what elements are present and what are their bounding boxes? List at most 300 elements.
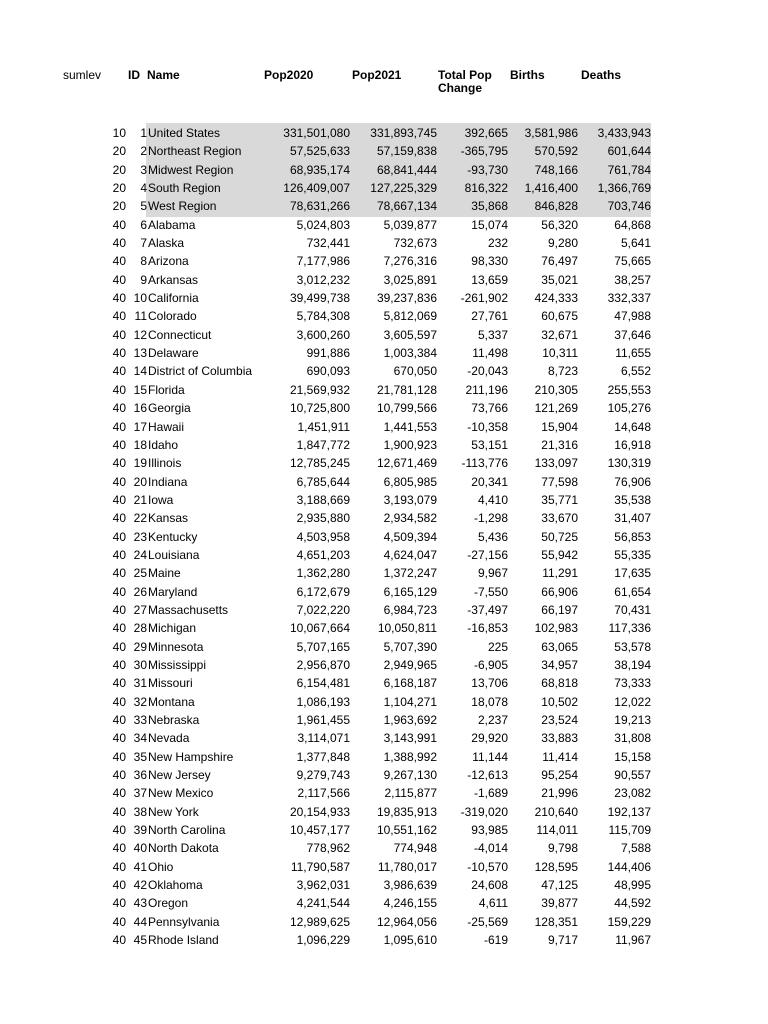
cell-pop2021[interactable]: 19,835,913	[376, 804, 437, 819]
cell-deaths[interactable]: 53,578	[614, 639, 651, 654]
table-row[interactable]	[0, 271, 768, 289]
cell-pop2021[interactable]: 2,115,877	[384, 786, 437, 801]
header-sumlev[interactable]: sumlev	[63, 68, 102, 82]
cell-births[interactable]: 128,351	[534, 914, 578, 929]
cell-pop2021[interactable]: 39,237,836	[376, 291, 437, 306]
cell-name[interactable]: Missouri	[148, 676, 193, 691]
table-row[interactable]	[0, 748, 768, 766]
cell-name[interactable]: New York	[148, 804, 199, 819]
cell-births[interactable]: 114,011	[536, 823, 578, 838]
cell-pop2020[interactable]: 10,067,664	[289, 621, 350, 636]
cell-id[interactable]: 20	[133, 474, 147, 489]
cell-total-pop-change[interactable]: 816,322	[464, 181, 508, 196]
table-row[interactable]	[0, 638, 768, 656]
cell-total-pop-change[interactable]: -7,550	[473, 584, 508, 599]
cell-total-pop-change[interactable]: 2,237	[477, 713, 508, 727]
header-total-pop-change[interactable]	[438, 69, 492, 95]
cell-sumlev[interactable]: 40	[112, 914, 126, 929]
cell-id[interactable]: 32	[133, 694, 147, 709]
table-row[interactable]	[0, 454, 768, 472]
cell-name[interactable]: Alaska	[148, 236, 185, 251]
cell-pop2020[interactable]: 9,279,743	[296, 768, 350, 783]
cell-total-pop-change[interactable]: -619	[483, 933, 508, 948]
cell-births[interactable]: 77,598	[541, 474, 578, 489]
table-row[interactable]	[0, 473, 768, 491]
cell-deaths[interactable]: 15,158	[614, 749, 651, 764]
cell-deaths[interactable]: 38,194	[614, 657, 651, 672]
cell-id[interactable]: 10	[133, 291, 147, 306]
cell-name[interactable]: Louisiana	[148, 547, 200, 562]
cell-total-pop-change[interactable]: -10,358	[467, 419, 508, 434]
cell-id[interactable]: 41	[133, 859, 147, 874]
cell-births[interactable]: 748,166	[534, 162, 578, 177]
cell-births[interactable]: 102,983	[534, 621, 578, 636]
cell-sumlev[interactable]: 40	[112, 511, 126, 526]
cell-pop2020[interactable]: 1,451,911	[297, 419, 350, 434]
cell-births[interactable]: 33,883	[541, 731, 578, 746]
cell-name[interactable]: United States	[148, 126, 221, 140]
cell-sumlev[interactable]: 40	[112, 933, 126, 948]
cell-id[interactable]: 8	[140, 254, 147, 269]
cell-total-pop-change[interactable]: -1,689	[473, 786, 508, 801]
table-row[interactable]	[0, 362, 768, 380]
cell-id[interactable]: 15	[133, 382, 147, 397]
cell-total-pop-change[interactable]: 93,985	[471, 823, 508, 838]
cell-name[interactable]: Arizona	[148, 254, 189, 269]
table-row[interactable]	[0, 601, 768, 619]
cell-pop2021[interactable]: 6,984,723	[383, 602, 437, 617]
cell-total-pop-change[interactable]: -16,853	[467, 621, 508, 636]
cell-total-pop-change[interactable]: 98,330	[471, 254, 508, 269]
cell-sumlev[interactable]: 40	[112, 768, 126, 783]
cell-pop2020[interactable]: 3,012,232	[296, 272, 350, 287]
table-row[interactable]	[0, 546, 768, 564]
cell-pop2021[interactable]: 331,893,745	[370, 126, 437, 140]
table-row[interactable]	[0, 418, 768, 436]
header-id[interactable]: ID	[128, 68, 140, 82]
cell-pop2021[interactable]: 68,841,444	[376, 162, 437, 177]
cell-pop2020[interactable]: 991,886	[306, 346, 350, 361]
cell-births[interactable]: 33,670	[541, 511, 578, 526]
cell-deaths[interactable]: 159,229	[607, 914, 651, 929]
table-row[interactable]	[0, 711, 768, 729]
cell-pop2020[interactable]: 778,962	[306, 841, 350, 856]
cell-name[interactable]: Nevada	[148, 731, 190, 746]
table-row[interactable]	[0, 766, 768, 784]
cell-pop2021[interactable]: 11,780,017	[377, 859, 437, 874]
cell-births[interactable]: 9,280	[547, 236, 578, 251]
cell-deaths[interactable]: 61,654	[614, 584, 651, 599]
cell-id[interactable]: 21	[133, 492, 147, 507]
cell-name[interactable]: Kansas	[148, 511, 189, 526]
cell-sumlev[interactable]: 40	[112, 713, 126, 727]
cell-pop2020[interactable]: 4,503,958	[296, 529, 350, 544]
cell-total-pop-change[interactable]: 15,074	[471, 217, 508, 232]
cell-id[interactable]: 9	[140, 272, 147, 287]
cell-sumlev[interactable]: 40	[112, 731, 126, 746]
cell-sumlev[interactable]: 40	[112, 841, 126, 856]
cell-name[interactable]: Minnesota	[148, 639, 204, 654]
cell-sumlev[interactable]: 40	[112, 602, 126, 617]
table-row[interactable]	[0, 197, 768, 215]
cell-births[interactable]: 66,197	[541, 602, 578, 617]
cell-deaths[interactable]: 703,746	[607, 199, 651, 214]
cell-total-pop-change[interactable]: 13,659	[471, 272, 508, 287]
cell-total-pop-change[interactable]: -6,905	[473, 657, 508, 672]
cell-pop2020[interactable]: 21,569,932	[289, 382, 350, 397]
cell-births[interactable]: 34,957	[541, 657, 578, 672]
cell-name[interactable]: Maryland	[148, 584, 198, 599]
cell-sumlev[interactable]: 40	[112, 896, 126, 911]
cell-id[interactable]: 14	[133, 364, 147, 379]
cell-pop2021[interactable]: 2,934,582	[383, 511, 437, 526]
cell-deaths[interactable]: 64,868	[614, 217, 651, 232]
cell-name[interactable]: Mississippi	[148, 657, 207, 672]
cell-total-pop-change[interactable]: -4,014	[473, 841, 508, 856]
cell-pop2020[interactable]: 12,785,245	[289, 456, 350, 471]
table-row[interactable]	[0, 216, 768, 234]
cell-id[interactable]: 35	[133, 749, 147, 764]
cell-sumlev[interactable]: 40	[112, 492, 126, 507]
cell-sumlev[interactable]: 20	[112, 181, 126, 196]
cell-name[interactable]: Alabama	[148, 217, 196, 232]
cell-pop2021[interactable]: 1,104,271	[383, 694, 437, 709]
table-row[interactable]	[0, 436, 768, 454]
cell-pop2021[interactable]: 1,963,692	[383, 713, 437, 727]
cell-pop2021[interactable]: 3,193,079	[383, 492, 437, 507]
table-row[interactable]	[0, 179, 768, 197]
cell-deaths[interactable]: 1,366,769	[597, 181, 651, 196]
cell-pop2021[interactable]: 1,388,992	[383, 749, 437, 764]
cell-name[interactable]: New Hampshire	[148, 749, 234, 764]
cell-deaths[interactable]: 105,276	[607, 401, 651, 416]
cell-deaths[interactable]: 76,906	[614, 474, 651, 489]
cell-births[interactable]: 63,065	[541, 639, 578, 654]
cell-sumlev[interactable]: 40	[112, 217, 126, 232]
cell-name[interactable]: New Mexico	[148, 786, 214, 801]
cell-name[interactable]: Georgia	[148, 401, 191, 416]
cell-births[interactable]: 210,640	[534, 804, 578, 819]
table-row[interactable]	[0, 491, 768, 509]
cell-id[interactable]: 4	[140, 181, 147, 196]
cell-pop2021[interactable]: 7,276,316	[383, 254, 437, 269]
cell-deaths[interactable]: 255,553	[607, 382, 651, 397]
cell-name[interactable]: Idaho	[148, 437, 179, 452]
cell-deaths[interactable]: 48,995	[614, 878, 651, 893]
cell-pop2021[interactable]: 9,267,130	[383, 768, 437, 783]
cell-sumlev[interactable]: 40	[112, 804, 126, 819]
table-row[interactable]	[0, 858, 768, 876]
cell-pop2020[interactable]: 1,096,229	[296, 933, 350, 948]
cell-pop2021[interactable]: 78,667,134	[376, 199, 437, 214]
cell-deaths[interactable]: 144,406	[607, 859, 651, 874]
cell-pop2020[interactable]: 2,117,566	[297, 786, 350, 801]
cell-total-pop-change[interactable]: 53,151	[471, 437, 508, 452]
cell-deaths[interactable]: 601,644	[607, 144, 651, 159]
cell-id[interactable]: 40	[133, 841, 147, 856]
cell-id[interactable]: 23	[133, 529, 147, 544]
cell-deaths[interactable]: 14,648	[614, 419, 651, 434]
table-row[interactable]	[0, 619, 768, 637]
cell-id[interactable]: 39	[133, 823, 147, 838]
header-pop2020[interactable]: Pop2020	[264, 68, 314, 82]
cell-total-pop-change[interactable]: -10,570	[467, 859, 508, 874]
cell-deaths[interactable]: 70,431	[614, 602, 651, 617]
cell-total-pop-change[interactable]: -37,497	[467, 602, 508, 617]
cell-total-pop-change[interactable]: -12,613	[467, 768, 508, 783]
cell-id[interactable]: 30	[133, 657, 147, 672]
cell-total-pop-change[interactable]: 225	[487, 639, 508, 654]
cell-births[interactable]: 15,904	[541, 419, 578, 434]
cell-name[interactable]: Illinois	[148, 456, 182, 471]
cell-id[interactable]: 16	[133, 401, 147, 416]
cell-deaths[interactable]: 3,433,943	[597, 126, 651, 140]
cell-pop2020[interactable]: 10,725,800	[289, 401, 350, 416]
cell-total-pop-change[interactable]: -319,020	[460, 804, 508, 819]
cell-pop2020[interactable]: 39,499,738	[289, 291, 350, 306]
cell-id[interactable]: 28	[133, 621, 147, 636]
cell-name[interactable]: Nebraska	[148, 713, 200, 727]
cell-pop2021[interactable]: 6,165,129	[383, 584, 437, 599]
cell-pop2021[interactable]: 21,781,128	[376, 382, 437, 397]
cell-pop2020[interactable]: 1,377,848	[296, 749, 350, 764]
cell-sumlev[interactable]: 40	[112, 676, 126, 691]
cell-sumlev[interactable]: 40	[112, 621, 126, 636]
cell-id[interactable]: 37	[133, 786, 147, 801]
cell-deaths[interactable]: 115,709	[608, 823, 651, 838]
cell-sumlev[interactable]: 40	[112, 456, 126, 471]
cell-deaths[interactable]: 11,967	[615, 933, 651, 948]
cell-births[interactable]: 76,497	[541, 254, 578, 269]
cell-sumlev[interactable]: 40	[112, 254, 126, 269]
cell-total-pop-change[interactable]: -20,043	[467, 364, 508, 379]
cell-pop2020[interactable]: 68,935,174	[289, 162, 350, 177]
cell-sumlev[interactable]: 40	[112, 401, 126, 416]
cell-name[interactable]: South Region	[148, 181, 221, 196]
cell-id[interactable]: 29	[133, 639, 147, 654]
cell-deaths[interactable]: 192,137	[607, 804, 651, 819]
cell-pop2021[interactable]: 4,509,394	[383, 529, 437, 544]
cell-sumlev[interactable]: 40	[112, 584, 126, 599]
cell-name[interactable]: New Jersey	[148, 768, 211, 783]
cell-pop2020[interactable]: 12,989,625	[289, 914, 350, 929]
cell-pop2020[interactable]: 5,784,308	[296, 309, 350, 324]
cell-total-pop-change[interactable]: 35,868	[471, 199, 508, 214]
cell-sumlev[interactable]: 40	[112, 327, 126, 342]
cell-deaths[interactable]: 12,022	[614, 694, 651, 709]
table-row[interactable]	[0, 289, 768, 307]
cell-name[interactable]: Indiana	[148, 474, 188, 489]
cell-pop2020[interactable]: 78,631,266	[289, 199, 350, 214]
cell-name[interactable]: California	[148, 291, 199, 306]
cell-name[interactable]: Connecticut	[148, 327, 212, 342]
cell-id[interactable]: 18	[133, 437, 147, 452]
cell-deaths[interactable]: 47,988	[614, 309, 651, 324]
cell-deaths[interactable]: 35,538	[614, 492, 651, 507]
cell-id[interactable]: 36	[133, 768, 147, 783]
cell-total-pop-change[interactable]: 13,706	[471, 676, 508, 691]
cell-pop2020[interactable]: 57,525,633	[289, 144, 350, 159]
cell-id[interactable]: 34	[133, 731, 147, 746]
cell-pop2020[interactable]: 126,409,007	[283, 181, 350, 196]
cell-total-pop-change[interactable]: 211,196	[465, 382, 508, 397]
cell-births[interactable]: 1,416,400	[524, 181, 578, 196]
cell-sumlev[interactable]: 20	[112, 199, 126, 214]
cell-id[interactable]: 1	[140, 126, 147, 140]
cell-births[interactable]: 8,723	[547, 364, 578, 379]
cell-pop2021[interactable]: 5,707,390	[383, 639, 437, 654]
cell-name[interactable]: Michigan	[148, 621, 197, 636]
cell-sumlev[interactable]: 40	[112, 566, 126, 581]
cell-total-pop-change[interactable]: 392,665	[464, 126, 508, 140]
cell-total-pop-change[interactable]: 5,436	[477, 529, 508, 544]
cell-total-pop-change[interactable]: 27,761	[471, 309, 508, 324]
cell-pop2021[interactable]: 1,441,553	[383, 419, 437, 434]
cell-births[interactable]: 570,592	[534, 144, 578, 159]
cell-name[interactable]: North Carolina	[148, 823, 226, 838]
table-row[interactable]	[0, 307, 768, 325]
cell-total-pop-change[interactable]: 4,410	[477, 492, 508, 507]
cell-pop2020[interactable]: 4,241,544	[296, 896, 350, 911]
table-row[interactable]	[0, 693, 768, 711]
cell-births[interactable]: 10,502	[541, 694, 578, 709]
cell-sumlev[interactable]: 40	[112, 309, 126, 324]
cell-id[interactable]: 22	[133, 511, 147, 526]
cell-births[interactable]: 66,906	[541, 584, 578, 599]
cell-sumlev[interactable]: 40	[112, 529, 126, 544]
cell-pop2020[interactable]: 7,177,986	[296, 254, 350, 269]
cell-sumlev[interactable]: 20	[112, 144, 126, 159]
cell-id[interactable]: 12	[133, 327, 147, 342]
cell-pop2021[interactable]: 10,551,162	[376, 823, 437, 838]
cell-deaths[interactable]: 44,592	[614, 896, 651, 911]
cell-id[interactable]: 25	[133, 566, 147, 581]
cell-births[interactable]: 23,524	[541, 713, 578, 727]
cell-name[interactable]: Iowa	[148, 492, 174, 507]
cell-deaths[interactable]: 130,319	[607, 456, 651, 471]
cell-deaths[interactable]: 332,337	[607, 291, 651, 306]
cell-deaths[interactable]: 75,665	[614, 254, 651, 269]
cell-pop2021[interactable]: 774,948	[393, 841, 437, 856]
cell-sumlev[interactable]: 40	[112, 236, 126, 251]
cell-id[interactable]: 2	[140, 144, 147, 159]
cell-births[interactable]: 50,725	[541, 529, 578, 544]
cell-id[interactable]: 11	[134, 309, 147, 324]
cell-births[interactable]: 424,333	[534, 291, 578, 306]
table-row[interactable]	[0, 381, 768, 399]
cell-total-pop-change[interactable]: 20,341	[471, 474, 508, 489]
cell-pop2021[interactable]: 57,159,838	[376, 144, 437, 159]
cell-pop2020[interactable]: 6,172,679	[296, 584, 350, 599]
cell-births[interactable]: 32,671	[541, 327, 578, 342]
cell-births[interactable]: 11,414	[542, 749, 578, 764]
cell-sumlev[interactable]: 40	[112, 346, 126, 361]
cell-births[interactable]: 55,942	[541, 547, 578, 562]
cell-sumlev[interactable]: 40	[112, 639, 126, 654]
cell-pop2020[interactable]: 5,707,165	[296, 639, 350, 654]
cell-pop2020[interactable]: 3,114,071	[297, 731, 350, 746]
table-row[interactable]	[0, 399, 768, 417]
cell-pop2021[interactable]: 5,039,877	[383, 217, 437, 232]
cell-sumlev[interactable]: 40	[112, 823, 126, 838]
cell-sumlev[interactable]: 10	[112, 126, 126, 140]
header-births[interactable]: Births	[510, 68, 545, 82]
cell-sumlev[interactable]: 40	[112, 547, 126, 562]
cell-pop2020[interactable]: 6,785,644	[296, 474, 350, 489]
cell-births[interactable]: 68,818	[541, 676, 578, 691]
cell-deaths[interactable]: 117,336	[608, 621, 651, 636]
cell-total-pop-change[interactable]: 24,608	[471, 878, 508, 893]
cell-pop2021[interactable]: 2,949,965	[383, 657, 437, 672]
cell-pop2021[interactable]: 1,372,247	[383, 566, 437, 581]
cell-pop2021[interactable]: 3,986,639	[383, 878, 437, 893]
cell-births[interactable]: 846,828	[534, 199, 578, 214]
table-row[interactable]	[0, 564, 768, 582]
table-row[interactable]	[0, 894, 768, 912]
cell-pop2021[interactable]: 5,812,069	[383, 309, 437, 324]
cell-name[interactable]: Massachusetts	[148, 602, 229, 617]
cell-pop2021[interactable]: 732,673	[393, 236, 437, 251]
table-row[interactable]	[0, 656, 768, 674]
cell-pop2021[interactable]: 127,225,329	[370, 181, 437, 196]
cell-pop2020[interactable]: 11,790,587	[290, 859, 350, 874]
cell-pop2020[interactable]: 10,457,177	[289, 823, 350, 838]
cell-pop2020[interactable]: 732,441	[306, 236, 350, 251]
cell-sumlev[interactable]: 40	[112, 382, 126, 397]
cell-pop2020[interactable]: 20,154,933	[289, 804, 350, 819]
cell-pop2020[interactable]: 1,847,772	[296, 437, 350, 452]
cell-births[interactable]: 21,996	[541, 786, 578, 801]
table-row[interactable]	[0, 803, 768, 821]
cell-name[interactable]: Ohio	[148, 859, 174, 874]
table-row[interactable]	[0, 252, 768, 270]
cell-total-pop-change[interactable]: 11,144	[472, 749, 508, 764]
cell-births[interactable]: 56,320	[541, 217, 578, 232]
cell-pop2021[interactable]: 10,799,566	[376, 401, 437, 416]
cell-pop2020[interactable]: 2,956,870	[296, 657, 350, 672]
cell-total-pop-change[interactable]: 11,498	[472, 346, 508, 361]
cell-name[interactable]: Oklahoma	[148, 878, 203, 893]
cell-name[interactable]: North Dakota	[148, 841, 219, 856]
cell-deaths[interactable]: 56,853	[614, 529, 651, 544]
cell-total-pop-change[interactable]: 232	[487, 236, 508, 251]
cell-total-pop-change[interactable]: 18,078	[471, 694, 508, 709]
cell-births[interactable]: 21,316	[541, 437, 578, 452]
cell-pop2020[interactable]: 331,501,080	[283, 126, 350, 140]
cell-total-pop-change[interactable]: -365,795	[460, 144, 508, 159]
cell-births[interactable]: 121,269	[534, 401, 578, 416]
cell-sumlev[interactable]: 40	[112, 786, 126, 801]
cell-total-pop-change[interactable]: -93,730	[467, 162, 508, 177]
cell-births[interactable]: 35,771	[541, 492, 578, 507]
cell-births[interactable]: 35,021	[541, 272, 578, 287]
cell-id[interactable]: 6	[140, 217, 147, 232]
cell-total-pop-change[interactable]: -27,156	[467, 547, 508, 562]
cell-pop2021[interactable]: 4,624,047	[383, 547, 437, 562]
cell-pop2021[interactable]: 12,964,056	[376, 914, 437, 929]
cell-births[interactable]: 210,305	[534, 382, 578, 397]
cell-pop2020[interactable]: 1,961,455	[296, 713, 350, 727]
cell-id[interactable]: 33	[133, 713, 147, 727]
cell-id[interactable]: 38	[133, 804, 147, 819]
table-row[interactable]	[0, 583, 768, 601]
cell-deaths[interactable]: 37,646	[614, 327, 651, 342]
table-row[interactable]	[0, 234, 768, 252]
cell-name[interactable]: Rhode Island	[148, 933, 219, 948]
cell-sumlev[interactable]: 40	[112, 878, 126, 893]
table-row[interactable]	[0, 784, 768, 802]
cell-total-pop-change[interactable]: 4,611	[478, 896, 508, 911]
